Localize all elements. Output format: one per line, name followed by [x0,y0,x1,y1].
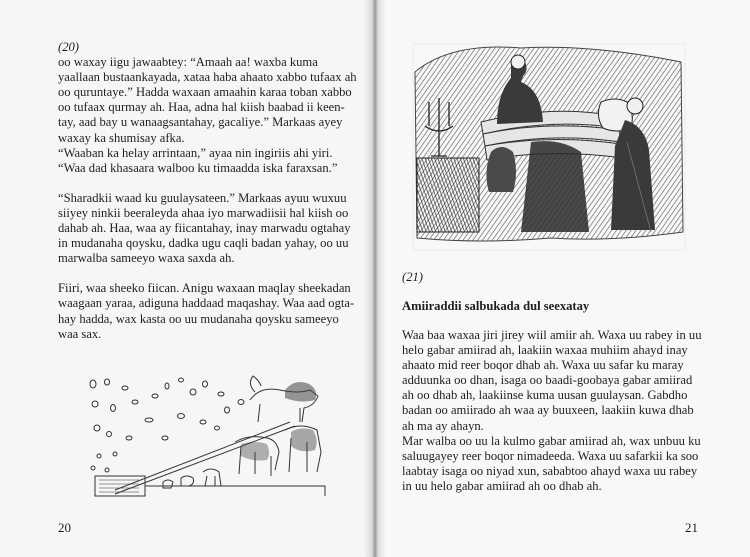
left-page-text [58,40,358,342]
paragraph: Mar walba oo uu la kulmo gabar amiirad ah, wax unbuu ku saluugayey reer boqor nimadeeda. Waxa uu safarkii ka soo laabtay isaga oo niyad xun, sababtoo ahayd waxa uu rabey in uu helo gabar amiirad ah oo dhab ah. [402,433,701,493]
right-page-text [402,328,704,494]
page-number-left: 20 [58,520,71,535]
section-number-21: (21) [402,270,423,284]
trade-sequence-engraving-icon [85,372,330,500]
paragraph: Waa baa waxaa jiri jirey wiil amiir ah. Waxa uu rabey in uu helo gabar amiirad ah, laakiin waxaa muhiim ahayd inay ahaato mid reer boqor dhab ah. Waxa uu safar ku maray adduunka oo dhan, isaga oo baadi-goobaya gabar amiirad ah oo dhab ah, laakiinse kuma uusan guulaysan. Gabdho badan oo amiirado ah waa ay buuxeen, laakiin kuwa dhab ah ma ay ahayn. [402,328,702,433]
paragraph: “Sharadkii waad ku guulaysateen.” Markaas ayuu wuxuu siiyey ninkii beeraleyda ahaa iyo marwadiisii hal kiish oo dahab ah. Haa, waa ay fiicantahay, inay marwadu ogtahay in mudanaha qoysku, dadka ugu caqli badan yahay, oo uu marwalba sameeyo waxa saxda ah. [58,190,351,266]
paragraph: Fiiri, waa sheeko fiican. Anigu waxaan maqlay sheekadan waagaan yaraa, adiguna haddaad maqashay. Waa aad ogta-hay hadda, wax kasta oo uu mudanaha qoysku sameeyo waa sax. [58,281,355,341]
story-heading: Amiiraddii salbukada dul seexatay [402,299,590,313]
section-number-20: (20) [58,40,79,54]
paragraph: “Waa dad khasaara walboo ku timaadda iska faraxsan.” [58,160,338,175]
book-gutter [364,0,386,557]
page-number-right: 21 [685,520,698,535]
paragraph: “Waaban ka helay arrintaan,” ayaa nin ingiriis ahi yiri. [58,145,333,160]
princess-bedroom-engraving-icon [411,42,687,252]
paragraph: oo waxay iigu jawaabtey: “Amaah aa! waxba kuma yaallaan bustaankayada, xataa haba ahaato xabbo tufaax ah oo quruntaye.” Hadda waxaan amaahin karaa toban xabbo oo tufaax qurmay ah. Haa, adna hal kiish baabad ii keen-tay, aad bay u wanaagsantahay, gacaliye.” Markaas ayey waxay ka shumisay afka. [58,55,357,145]
